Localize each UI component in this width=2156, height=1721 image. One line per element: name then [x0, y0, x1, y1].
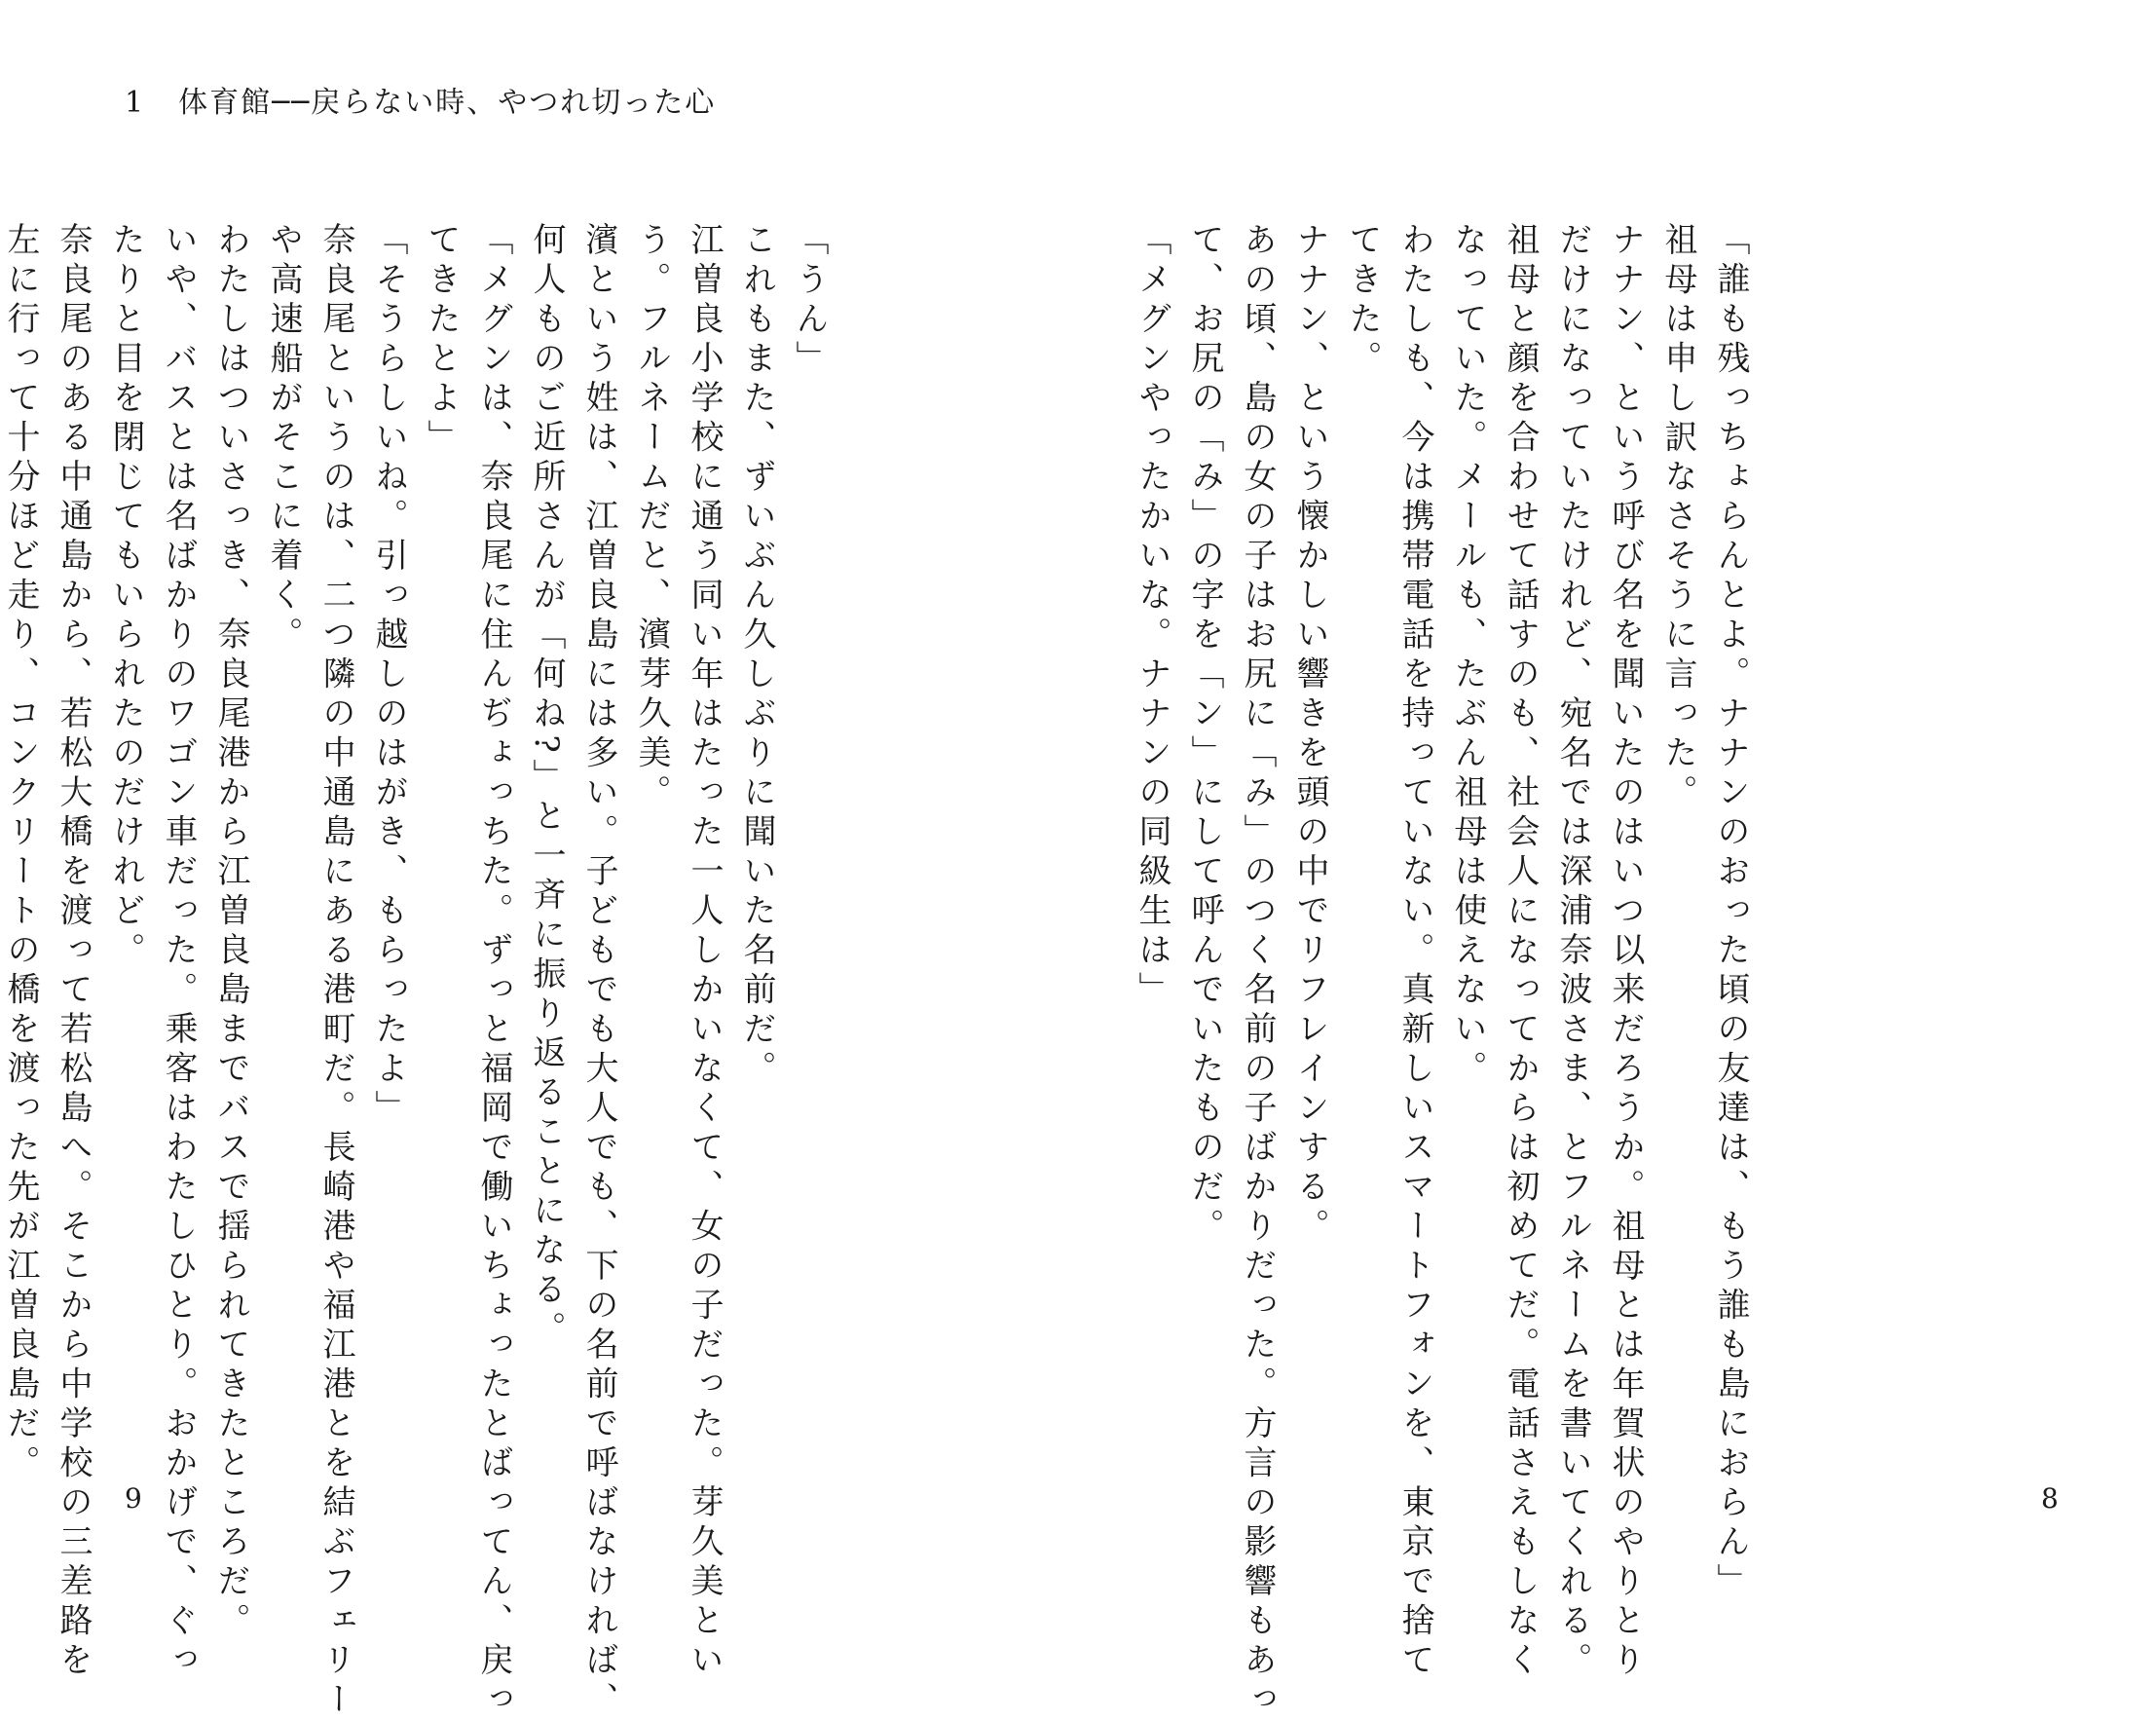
page-number-right: 8: [2041, 1482, 2059, 1515]
page-number-left: 9: [125, 1482, 142, 1515]
text-line: や高速船がそこに着く。: [264, 222, 303, 656]
text-line: 祖母は申し訳なさそうに言った。: [1658, 222, 1697, 814]
text-line: 「メグンやったかいな。ナナンの同級生は」: [1133, 222, 1171, 1011]
text-line: 「そうらしいね。引っ越しのはがき、もらったよ」: [369, 222, 408, 1130]
gutter: [1077, 0, 1078, 1582]
text-line: 濱という姓は、江曽良島には多い。子どもでも大人でも、下の名前で呼ばなければ、: [579, 222, 618, 1721]
text-line: てきたとよ」: [422, 222, 461, 459]
text-line: いや、バスとは名ばかりのワゴン車だった。乗客はわたしひとり。おかげで、ぐっ: [159, 222, 198, 1682]
text-line: 「誰も残っちょらんとよ。ナナンのおった頃の友達は、もう誰も島におらん」: [1711, 222, 1750, 1603]
text-line: 奈良尾のある中通島から、若松大橋を渡って若松島へ。そこから中学校の三差路を: [54, 222, 93, 1682]
text-line: だけになっていたけれど、宛名では深浦奈波さま、とフルネームを書いてくれる。: [1553, 222, 1592, 1682]
chapter-number: 1: [125, 86, 146, 120]
text-line: 「うん」: [790, 222, 829, 380]
text-line: なっていた。メールも、たぶん祖母は使えない。: [1448, 222, 1487, 1090]
text-line: ナナン、という懐かしい響きを頭の中でリフレインする。: [1290, 222, 1329, 1248]
text-line: てきた。: [1343, 222, 1382, 380]
running-head: [125, 78, 716, 121]
page-8-body-text: [1133, 222, 1757, 1721]
text-line: 祖母と顔を合わせて話すのも、社会人になってからは初めてだ。電話さえもしなく: [1501, 222, 1540, 1682]
text-line: て、お尻の「み」の字を「ン」にして呼んでいたものだ。: [1185, 222, 1224, 1248]
page-9-body-text: [1, 222, 836, 1721]
text-line: 奈良尾というのは、二つ隣の中通島にある港町だ。長崎港や福江港とを結ぶフェリー: [316, 222, 355, 1721]
text-line: これもまた、ずいぶん久しぶりに聞いた名前だ。: [737, 222, 776, 1090]
text-line: あの頃、島の女の子はお尻に「み」のつく名前の子ばかりだった。方言の影響もあっ: [1238, 222, 1277, 1721]
text-line: わたしも、今は携帯電話を持っていない。真新しいスマートフォンを、東京で捨て: [1395, 222, 1434, 1682]
text-line: 「メグンは、奈良尾に住んぢょっちた。ずっと福岡で働いちょったとばってん、戻っ: [474, 222, 513, 1721]
chapter-title: 体育館──戻らない時、やつれ切った心: [178, 86, 717, 120]
text-line: ナナン、という呼び名を聞いたのはいつ以来だろうか。祖母とは年賀状のやりとり: [1606, 222, 1645, 1682]
text-line: 江曽良小学校に通う同い年はたった一人しかいなくて、女の子だった。芽久美とい: [685, 222, 724, 1682]
text-line: わたしはついさっき、奈良尾港から江曽良島までバスで揺られてきたところだ。: [211, 222, 250, 1642]
text-line: たりと目を閉じてもいられたのだけれど。: [106, 222, 145, 972]
text-line: う。フルネームだと、濱芽久美。: [632, 222, 671, 814]
text-line: 左に行って十分ほど走り、コンクリートの橋を渡った先が江曽良島だ。: [1, 222, 40, 1484]
text-line: 何人ものご近所さんが「何ね?」と一斉に振り返ることになる。: [527, 222, 566, 1351]
